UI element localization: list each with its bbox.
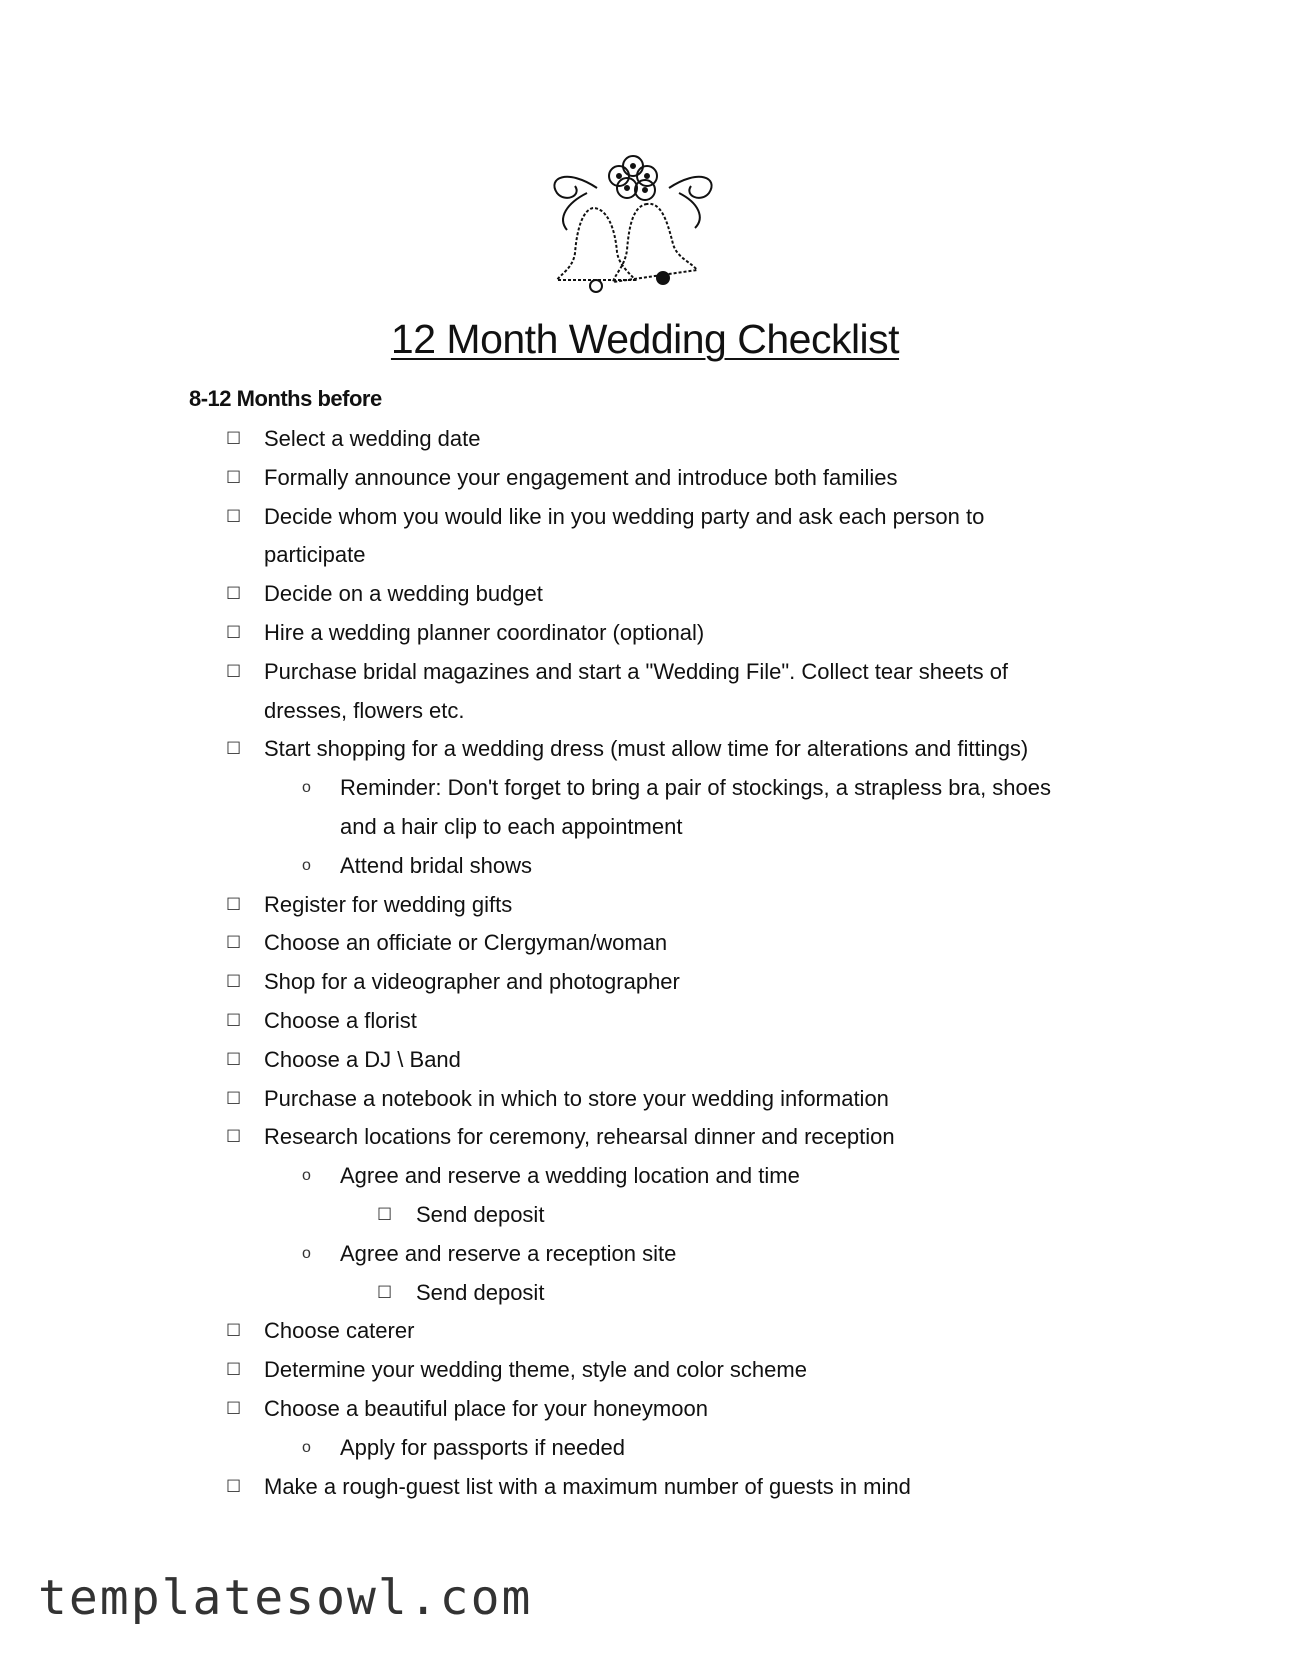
checklist-item-text: Make a rough-guest list with a maximum number of guests in mind bbox=[264, 1473, 911, 1499]
checklist-item-text: Send deposit bbox=[416, 1201, 545, 1227]
bullet-icon: o bbox=[302, 856, 311, 874]
checklist-subitem bbox=[0, 1429, 1290, 1468]
bullet-icon: o bbox=[302, 1438, 311, 1456]
checklist-item-text: Send deposit bbox=[416, 1279, 545, 1305]
checkbox[interactable]: ☐ bbox=[226, 1049, 242, 1069]
checklist-subitem bbox=[0, 769, 1290, 847]
checklist-item-text: Attend bridal shows bbox=[340, 852, 532, 878]
checklist-item bbox=[0, 1312, 1290, 1351]
checklist-item bbox=[0, 653, 1290, 731]
checklist-item-text: Select a wedding date bbox=[264, 426, 481, 451]
checkbox[interactable]: ☐ bbox=[226, 1398, 242, 1418]
checkbox[interactable]: ☐ bbox=[226, 972, 242, 992]
checklist-subitem bbox=[0, 1157, 1290, 1196]
checklist-item-text: Shop for a videographer and photographer bbox=[264, 969, 680, 995]
checkbox[interactable]: ☐ bbox=[226, 622, 242, 642]
checklist-item-text: Register for wedding gifts bbox=[264, 891, 513, 917]
checkbox[interactable]: ☐ bbox=[226, 429, 242, 448]
checkbox[interactable]: ☐ bbox=[226, 894, 242, 914]
wedding-bells-icon bbox=[527, 148, 739, 298]
checklist-item bbox=[0, 924, 1290, 963]
checkbox[interactable]: ☐ bbox=[226, 467, 242, 487]
checklist-subsubitem bbox=[0, 1274, 1290, 1313]
checklist-item-text: Choose a DJ \ Band bbox=[264, 1046, 461, 1072]
checkbox[interactable]: ☐ bbox=[226, 1088, 242, 1108]
checklist-item bbox=[0, 459, 1290, 498]
checklist-item bbox=[0, 1351, 1290, 1390]
checklist-item-text: Agree and reserve a reception site bbox=[340, 1240, 677, 1266]
checklist-item bbox=[0, 730, 1290, 769]
checklist-item bbox=[0, 963, 1290, 1002]
checklist-item bbox=[0, 1002, 1290, 1041]
checklist-item bbox=[0, 498, 1290, 576]
checklist-item bbox=[0, 575, 1290, 614]
checkbox[interactable]: ☐ bbox=[226, 1360, 242, 1380]
checkbox[interactable]: ☐ bbox=[226, 584, 242, 604]
checklist-item-text: Agree and reserve a wedding location and time bbox=[340, 1163, 800, 1189]
checkbox[interactable]: ☐ bbox=[377, 1282, 393, 1302]
checkbox[interactable]: ☐ bbox=[226, 933, 242, 953]
checklist-item bbox=[0, 1080, 1290, 1119]
checkbox[interactable]: ☐ bbox=[377, 1204, 393, 1224]
checklist-item bbox=[0, 1118, 1290, 1157]
checklist-item bbox=[0, 420, 1290, 459]
checklist-item-text: Choose a beautiful place for your honeymoon bbox=[264, 1395, 708, 1421]
checklist-item bbox=[0, 886, 1290, 925]
checklist-item-text: Start shopping for a wedding dress (must allow time for alterations and fittings) bbox=[264, 736, 1029, 762]
checklist-item bbox=[0, 1041, 1290, 1080]
bullet-icon: o bbox=[302, 1244, 311, 1262]
checklist-subsubitem bbox=[0, 1196, 1290, 1235]
checklist-item-text: Choose caterer bbox=[264, 1318, 415, 1344]
checkbox[interactable]: ☐ bbox=[226, 1476, 242, 1496]
checkbox[interactable]: ☐ bbox=[226, 739, 242, 759]
checklist-item-text: Purchase bridal magazines and start a "Wedding File". Collect tear sheets of dresses, flowers etc. bbox=[264, 658, 1009, 723]
checklist-item bbox=[0, 1390, 1290, 1429]
checklist-item-text: Choose a florist bbox=[264, 1007, 417, 1033]
watermark: templatesowl.com bbox=[38, 1570, 533, 1626]
checkbox[interactable]: ☐ bbox=[226, 1321, 242, 1341]
checklist-item-text: Formally announce your engagement and introduce both families bbox=[264, 464, 898, 490]
checkbox[interactable]: ☐ bbox=[226, 506, 242, 526]
checklist-item-text: Apply for passports if needed bbox=[340, 1434, 625, 1460]
checklist-item-text: Decide on a wedding budget bbox=[264, 581, 543, 607]
checklist-item-text: Hire a wedding planner coordinator (optional) bbox=[264, 619, 705, 645]
checklist-subitem bbox=[0, 847, 1290, 886]
checklist-item-text: Purchase a notebook in which to store your wedding information bbox=[264, 1085, 889, 1111]
checkbox[interactable]: ☐ bbox=[226, 661, 242, 681]
checklist-item-text: Decide whom you would like in you wedding party and ask each person to participate bbox=[264, 503, 985, 568]
bullet-icon: o bbox=[302, 1167, 311, 1185]
bullet-icon: o bbox=[302, 779, 311, 797]
checkbox[interactable]: ☐ bbox=[226, 1127, 242, 1147]
checklist-item-text: Reminder: Don't forget to bring a pair of stockings, a strapless bra, shoes and a hair clip to each appointment bbox=[340, 775, 1051, 839]
checklist bbox=[0, 420, 1290, 1506]
checklist-item-text: Research locations for ceremony, rehearsal dinner and reception bbox=[264, 1124, 895, 1150]
checklist-item bbox=[0, 614, 1290, 653]
checklist-subitem bbox=[0, 1235, 1290, 1274]
checkbox[interactable]: ☐ bbox=[226, 1010, 242, 1030]
checklist-item-text: Choose an officiate or Clergyman/woman bbox=[264, 930, 668, 956]
checklist-item-text: Determine your wedding theme, style and color scheme bbox=[264, 1357, 807, 1383]
page-title: 12 Month Wedding Checklist bbox=[390, 316, 900, 362]
section-heading: 8-12 Months before bbox=[189, 386, 382, 411]
checklist-item bbox=[0, 1468, 1290, 1507]
